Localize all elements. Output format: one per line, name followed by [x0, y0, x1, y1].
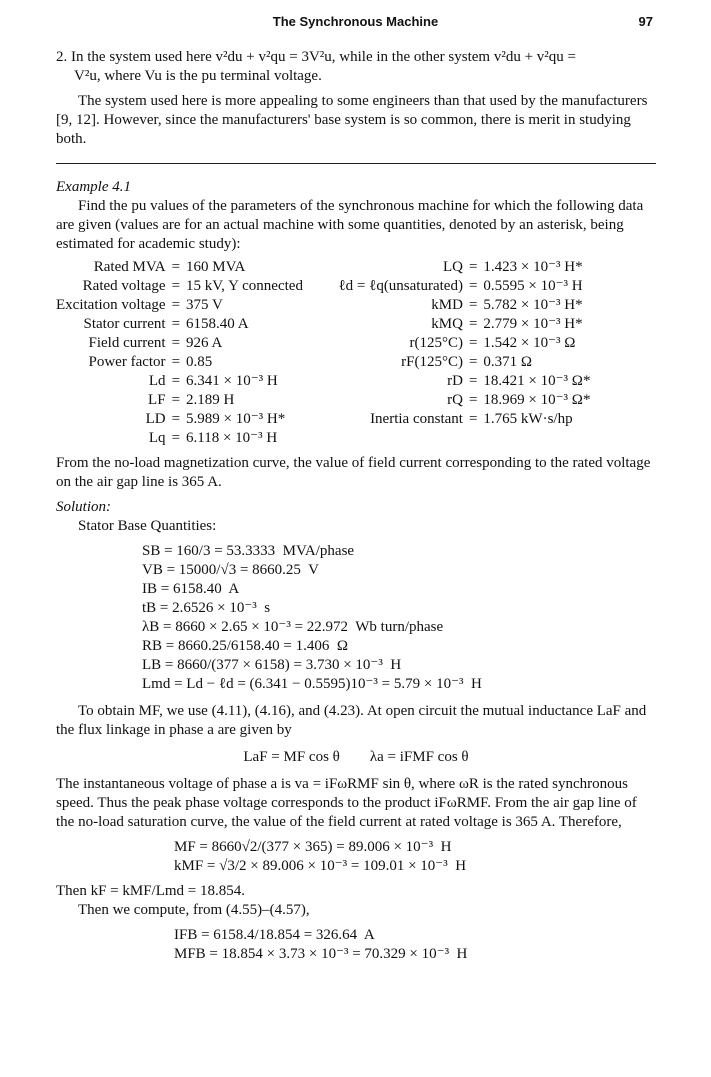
- section-divider: [56, 163, 656, 164]
- base-quantity-line: Lmd = Ld − ℓd = (6.341 − 0.5595)10⁻³ = 5.79 × 10⁻³ H: [142, 676, 482, 692]
- equals-sign: =: [468, 354, 478, 370]
- param-value: 6.118 × 10⁻³ H: [186, 430, 278, 446]
- mf-paragraph: To obtain MF, we use (4.11), (4.16), and (4.23). At open circuit the mutual inductance LaF and the flux linkage in phase a are given by: [56, 703, 647, 738]
- param-label: Stator current: [83, 316, 166, 332]
- equals-sign: =: [171, 392, 181, 408]
- param-value: 1.765 kW·s/hp: [483, 411, 573, 427]
- column-gap: [303, 410, 313, 429]
- param-value: 0.5595 × 10⁻³ H: [483, 278, 583, 294]
- noload-paragraph: From the no-load magnetization curve, the value of field current corresponding to the rated voltage on the air gap line is 365 A.: [56, 455, 651, 490]
- parameter-row: [56, 410, 590, 429]
- solution-label: Solution:: [56, 499, 111, 515]
- base-quantity-line: λB = 8660 × 2.65 × 10⁻³ = 22.972 Wb turn/phase: [142, 619, 444, 635]
- example-statement: Find the pu values of the parameters of the synchronous machine for which the following data are given (values are for an actual machine with some quantities, denoted by an asterisk, being estimated for academic study):: [56, 198, 644, 252]
- param-value: 375 V: [186, 297, 223, 313]
- param-label: LD: [145, 411, 166, 427]
- param-value: 160 MVA: [186, 259, 246, 275]
- equals-sign: =: [171, 430, 181, 446]
- parameter-row: [56, 296, 590, 315]
- param-value: 5.989 × 10⁻³ H*: [186, 411, 286, 427]
- footnote-line-1: 2. In the system used here v²du + v²qu = 3V²u, while in the other system v²du + v²qu =: [56, 49, 577, 65]
- equals-sign: =: [468, 335, 478, 351]
- param-label: Rated MVA: [93, 259, 166, 275]
- base-quantity-line: VB = 15000/√3 = 8660.25 V: [142, 562, 319, 578]
- param-value: 6.341 × 10⁻³ H: [186, 373, 278, 389]
- kf-line: Then kF = kMF/Lmd = 18.854.: [56, 883, 246, 899]
- column-gap: [303, 277, 313, 296]
- page-content: [56, 48, 656, 964]
- column-gap: [303, 353, 313, 372]
- mf-equations: [174, 838, 656, 876]
- parameter-table: [56, 258, 590, 448]
- equals-sign: =: [171, 259, 181, 275]
- column-gap: [303, 391, 313, 410]
- param-label: Lq: [148, 430, 166, 446]
- instantaneous-paragraph: The instantaneous voltage of phase a is va = iFωRMF sin θ, where ωR is the rated synchronous speed. Thus the peak phase voltage corresponds to the product iFωRMF. From the air gap line of the no-load saturation curve, the value of the field current at rated voltage is 365 A. Therefore,: [56, 776, 637, 830]
- param-label: Power factor: [88, 354, 166, 370]
- equals-sign: =: [171, 354, 181, 370]
- column-gap: [303, 334, 313, 353]
- param-label: ℓd = ℓq(unsaturated): [338, 278, 463, 294]
- param-value: 0.371 Ω: [483, 354, 533, 370]
- parameter-row: [56, 372, 590, 391]
- param-value: 15 kV, Y connected: [186, 278, 303, 294]
- param-value: 18.421 × 10⁻³ Ω*: [483, 373, 591, 389]
- chapter-title: The Synchronous Machine: [272, 14, 439, 29]
- equals-sign: =: [171, 373, 181, 389]
- param-label: rQ: [447, 392, 463, 408]
- equals-sign: =: [468, 259, 478, 275]
- param-value: 2.189 H: [186, 392, 235, 408]
- column-gap: [303, 258, 313, 277]
- parameter-row: [56, 334, 590, 353]
- param-label: Ld: [148, 373, 166, 389]
- equals-sign: =: [468, 278, 478, 294]
- equals-sign: =: [468, 411, 478, 427]
- final-equations: [174, 926, 656, 964]
- intro-paragraph: The system used here is more appealing to some engineers than that used by the manufacturers [9, 12]. However, since the manufacturers' base system is so common, there is merit in studying both.: [56, 93, 648, 147]
- running-header: [0, 14, 711, 34]
- base-quantities: [142, 542, 656, 694]
- final-equation-line: MFB = 18.854 × 3.73 × 10⁻³ = 70.329 × 10⁻³ H: [174, 946, 468, 962]
- column-gap: [303, 372, 313, 391]
- param-value: 1.542 × 10⁻³ Ω: [483, 335, 576, 351]
- column-gap: [303, 429, 313, 448]
- param-value: [483, 429, 590, 448]
- param-value: 1.423 × 10⁻³ H*: [483, 259, 583, 275]
- param-label: Rated voltage: [82, 278, 166, 294]
- param-label: rF(125°C): [401, 354, 463, 370]
- page-number: 97: [638, 14, 653, 29]
- parameter-row: [56, 391, 590, 410]
- param-label: LF: [148, 392, 166, 408]
- parameter-row: [56, 429, 590, 448]
- base-quantity-line: tB = 2.6526 × 10⁻³ s: [142, 600, 271, 616]
- param-label: Inertia constant: [370, 411, 463, 427]
- column-gap: [303, 296, 313, 315]
- equals-sign: =: [171, 316, 181, 332]
- equation-laf: LaF = MF cos θ λa = iFMF cos θ: [243, 749, 469, 765]
- param-value: 0.85: [186, 354, 213, 370]
- equals-sign: =: [171, 278, 181, 294]
- param-value: 926 A: [186, 335, 223, 351]
- equals-sign: =: [171, 297, 181, 313]
- param-value: 18.969 × 10⁻³ Ω*: [483, 392, 591, 408]
- base-quantity-line: LB = 8660/(377 × 6158) = 3.730 × 10⁻³ H: [142, 657, 402, 673]
- equals-sign: =: [171, 335, 181, 351]
- base-quantity-line: SB = 160/3 = 53.3333 MVA/phase: [142, 543, 355, 559]
- column-gap: [303, 315, 313, 334]
- equals-sign: =: [468, 316, 478, 332]
- mf-equation-line: kMF = √3/2 × 89.006 × 10⁻³ = 109.01 × 10⁻³ H: [174, 858, 467, 874]
- parameter-row: [56, 258, 590, 277]
- param-label: Excitation voltage: [56, 297, 166, 313]
- equals-sign: [463, 429, 483, 448]
- equals-sign: =: [468, 297, 478, 313]
- param-value: 5.782 × 10⁻³ H*: [483, 297, 583, 313]
- final-equation-line: IFB = 6158.4/18.854 = 326.64 A: [174, 927, 375, 943]
- param-value: 6158.40 A: [186, 316, 249, 332]
- equals-sign: =: [468, 392, 478, 408]
- equals-sign: =: [468, 373, 478, 389]
- compute-line: Then we compute, from (4.55)–(4.57),: [78, 902, 310, 918]
- param-label: [313, 429, 463, 448]
- mf-equation-line: MF = 8660√2/(377 × 365) = 89.006 × 10⁻³ H: [174, 839, 452, 855]
- param-label: kMQ: [431, 316, 463, 332]
- parameter-row: [56, 277, 590, 296]
- param-value: 2.779 × 10⁻³ H*: [483, 316, 583, 332]
- base-quantity-line: IB = 6158.40 A: [142, 581, 240, 597]
- param-label: kMD: [431, 297, 463, 313]
- parameter-row: [56, 315, 590, 334]
- base-quantity-line: RB = 8660.25/6158.40 = 1.406 Ω: [142, 638, 348, 654]
- parameter-row: [56, 353, 590, 372]
- param-label: r(125°C): [409, 335, 463, 351]
- param-label: rD: [447, 373, 463, 389]
- param-label: LQ: [442, 259, 463, 275]
- example-title: Example 4.1: [56, 179, 131, 195]
- equals-sign: =: [171, 411, 181, 427]
- base-heading: Stator Base Quantities:: [78, 518, 217, 534]
- footnote-line-2: V²u, where Vu is the pu terminal voltage.: [74, 68, 322, 84]
- param-label: Field current: [88, 335, 166, 351]
